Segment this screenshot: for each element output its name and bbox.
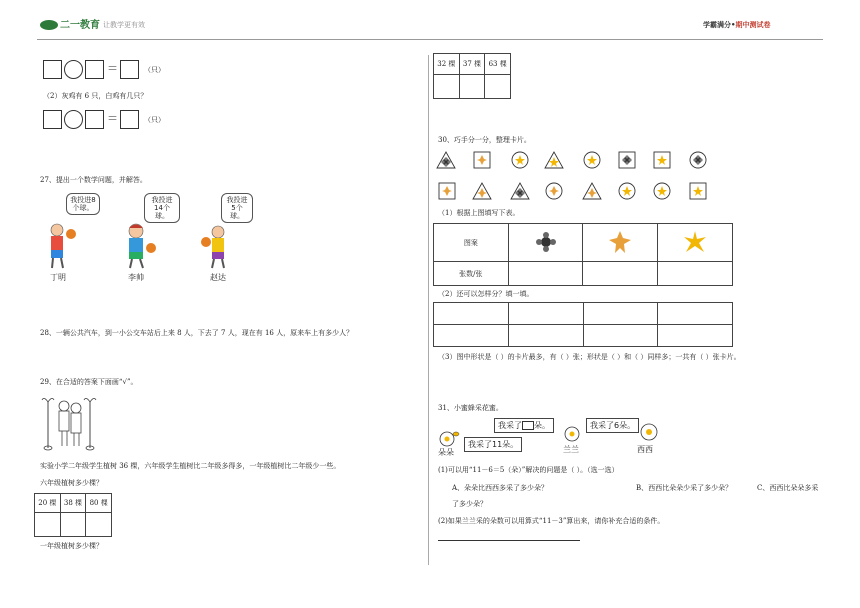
option-cell: 63 棵 [485, 54, 511, 75]
cards-grid [436, 150, 716, 206]
question-31: 31、小蜜蜂采花蜜。 [438, 404, 503, 412]
speech-bubble [221, 193, 253, 223]
answer-cell[interactable] [434, 75, 460, 99]
bee-name-xixi: 西西 [637, 445, 653, 454]
question-30-3: （3）图中形状是（ ）的卡片最多，有（ ）张；形状是（ ）和（ ）同样多；一共有（ ）张卡片。 [438, 353, 741, 361]
answer-box[interactable] [120, 110, 139, 129]
unit-label: （只） [144, 66, 165, 74]
card-circle-lily [619, 183, 635, 199]
count-cell[interactable] [658, 262, 733, 286]
leaf-icon [608, 230, 632, 254]
question-31-1: (1)可以用“11－6＝5（朵）”解决的问题是（ ）。（选一选） [438, 466, 619, 474]
option-c[interactable]: C、西西比朵朵多采 [757, 484, 819, 492]
question-30-1: （1）根据上图填写下表。 [438, 209, 520, 217]
card-circle-lily [584, 152, 600, 168]
option-cell: 20 棵 [35, 494, 61, 513]
header-divider [37, 39, 823, 40]
answer-cell[interactable] [459, 75, 485, 99]
speech-bubble [144, 193, 180, 223]
classify-cell[interactable] [583, 303, 658, 325]
exam-title [703, 20, 770, 30]
pattern-lily-cell [658, 224, 733, 262]
pattern-count-table [433, 223, 733, 286]
card-triangle-flower [511, 183, 529, 199]
options-table-first-grade [433, 53, 511, 99]
question-28: 28、一辆公共汽车，到一小公交车站后上来 8 人，下去了 7 人，现在有 16 人，原来车上有多少人？ [40, 329, 354, 337]
card-square-leaf [474, 152, 490, 168]
speech-text: 我投进5个球。 [226, 196, 248, 221]
tree-planting-illustration [40, 392, 100, 452]
kid-dingming-illustration [40, 222, 80, 270]
pattern-leaf-cell [583, 224, 658, 262]
classify-cell[interactable] [434, 325, 509, 347]
table-row-count-label: 张数/张 [434, 262, 509, 286]
card-circle-lily [512, 152, 528, 168]
bee-flower-mid-icon [560, 422, 584, 444]
brand-logo [40, 16, 100, 31]
speech-suffix: 朵。 [534, 421, 550, 430]
option-cell: 38 棵 [60, 494, 86, 513]
answer-box[interactable] [85, 110, 104, 129]
card-square-flower [619, 152, 635, 168]
classify-cell[interactable] [508, 325, 583, 347]
answer-box[interactable] [85, 60, 104, 79]
speech-bubble [66, 193, 100, 215]
exam-title-highlight: 期中测试卷 [735, 21, 771, 29]
speech-text: 我投进14个球。 [151, 196, 173, 221]
classify-cell[interactable] [583, 325, 658, 347]
question-29-text: 实验小学二年级学生植树 36 棵，六年级学生植树比二年级多得多，一年级植树比二年级少一些。 [40, 462, 341, 470]
kid-name: 赵达 [210, 273, 226, 282]
unit-label: （只） [144, 116, 165, 124]
card-square-lily [690, 183, 706, 199]
answer-cell[interactable] [86, 513, 112, 537]
bee-name-duoduo: 朵朵 [438, 448, 454, 457]
card-circle-flower [690, 152, 706, 168]
column-divider [428, 55, 429, 565]
kid-lishuai-illustration [118, 222, 162, 270]
card-triangle-lily [545, 152, 563, 168]
speech-prefix: 我采了 [498, 421, 522, 430]
classify-cell[interactable] [658, 303, 733, 325]
operator-circle[interactable] [64, 110, 83, 129]
option-c-continued: 了多少朵？ [452, 500, 487, 508]
options-table-sixth-grade [34, 493, 112, 537]
table-header-pattern: 图案 [434, 224, 509, 262]
operator-circle[interactable] [64, 60, 83, 79]
kid-name: 李帅 [128, 273, 144, 282]
bee-flower-right-icon [636, 420, 662, 444]
runner-icon [40, 20, 58, 30]
card-triangle-flower [437, 152, 455, 168]
bee-name-lanlan: 兰兰 [563, 445, 579, 454]
option-a[interactable]: A、朵朵比西西多采了多少朵？ [452, 484, 549, 492]
card-square-leaf [439, 183, 455, 199]
bee-speech-duoduo: 我采了11朵。 [464, 437, 522, 452]
question-30-2: （2）还可以怎样分？填一填。 [438, 290, 534, 298]
card-circle-leaf [546, 183, 562, 199]
option-cell: 32 棵 [434, 54, 460, 75]
bee-flower-left-icon [437, 429, 461, 449]
card-triangle-leaf [473, 183, 491, 199]
classify-cell[interactable] [658, 325, 733, 347]
slogan: 让教学更有效 [103, 21, 145, 29]
kid-name: 丁明 [50, 273, 66, 282]
card-triangle-leaf [583, 183, 601, 199]
question-26-2: （2）灰鸡有 6 只，白鸡有几只？ [43, 92, 148, 100]
answer-line[interactable] [438, 540, 580, 541]
equals-sign: ＝ [107, 62, 118, 75]
lily-icon [683, 230, 707, 254]
answer-box[interactable] [43, 60, 62, 79]
bee-speech-lanlan [494, 418, 554, 433]
count-cell[interactable] [583, 262, 658, 286]
card-circle-lily [654, 183, 670, 199]
question-29-sub1: 六年级植树多少棵？ [40, 479, 103, 487]
answer-cell[interactable] [485, 75, 511, 99]
speech-text: 我投进8个球。 [70, 196, 96, 213]
question-29-sub2: 一年级植树多少棵？ [40, 542, 103, 550]
answer-cell[interactable] [35, 513, 61, 537]
classify-table [433, 302, 733, 347]
answer-box[interactable] [43, 110, 62, 129]
option-b[interactable]: B、西西比朵朵少采了多少朵？ [636, 484, 733, 492]
exam-title-prefix: 学霸满分• [703, 21, 736, 29]
answer-cell[interactable] [60, 513, 86, 537]
bee-speech-xixi: 我采了6朵。 [586, 418, 639, 433]
option-cell: 37 棵 [459, 54, 485, 75]
flower-icon [535, 231, 557, 253]
question-31-2: (2)如果兰兰采的朵数可以用算式“11－3”算出来，请你补充合适的条件。 [438, 517, 665, 525]
question-29: 29、在合适的答案下面画“√”。 [40, 378, 138, 386]
question-27: 27、提出一个数学问题，并解答。 [40, 176, 147, 184]
question-30: 30、巧手分一分，整理卡片。 [438, 136, 531, 144]
answer-box[interactable] [522, 421, 534, 430]
classify-cell[interactable] [434, 303, 509, 325]
classify-cell[interactable] [508, 303, 583, 325]
answer-box[interactable] [120, 60, 139, 79]
count-cell[interactable] [508, 262, 583, 286]
pattern-flower-cell [508, 224, 583, 262]
logo-text: 二一教育 [60, 20, 100, 31]
option-cell: 80 棵 [86, 494, 112, 513]
kid-zhaoda-illustration [198, 224, 238, 270]
card-square-lily [654, 152, 670, 168]
equals-sign: ＝ [107, 112, 118, 125]
